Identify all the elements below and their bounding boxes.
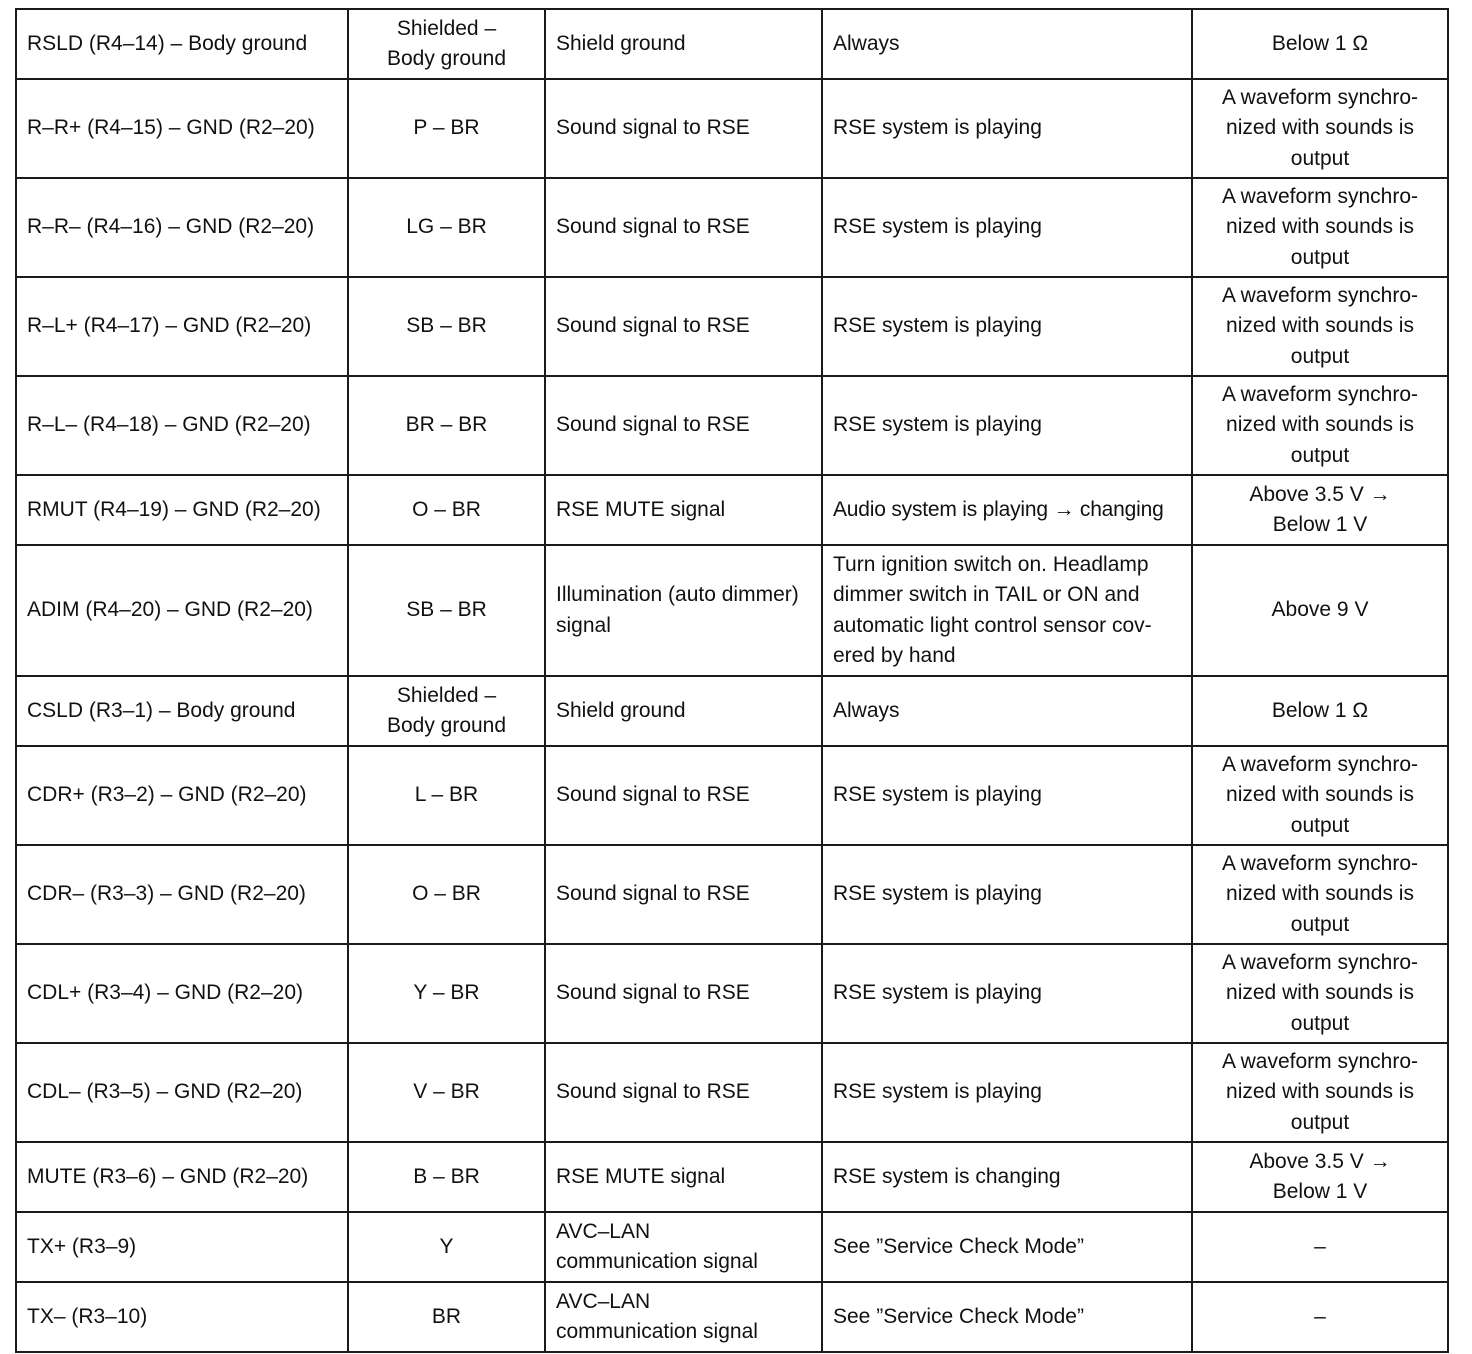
description-cell: Shield ground bbox=[545, 9, 822, 79]
table-row bbox=[16, 545, 1448, 676]
condition-cell: RSE system is playing bbox=[822, 277, 1192, 376]
description-cell: RSE MUTE signal bbox=[545, 1142, 822, 1212]
description-cell: Sound signal to RSE bbox=[545, 845, 822, 944]
specified-condition-cell: Below 1 Ω bbox=[1192, 9, 1448, 79]
table-row bbox=[16, 676, 1448, 746]
wiring-color-cell: O – BR bbox=[348, 845, 545, 944]
table-row bbox=[16, 277, 1448, 376]
wiring-color-cell: Y bbox=[348, 1212, 545, 1282]
terminal-cell: CDL– (R3–5) – GND (R2–20) bbox=[16, 1043, 348, 1142]
description-cell: RSE MUTE signal bbox=[545, 475, 822, 545]
terminal-cell: RMUT (R4–19) – GND (R2–20) bbox=[16, 475, 348, 545]
wiring-color-cell: Y – BR bbox=[348, 944, 545, 1043]
condition-cell: See ”Service Check Mode” bbox=[822, 1282, 1192, 1352]
description-cell: AVC–LAN communication signal bbox=[545, 1212, 822, 1282]
specified-condition-cell: A waveform synchro-nized with sounds is output bbox=[1192, 376, 1448, 475]
specified-condition-cell: A waveform synchro-nized with sounds is output bbox=[1192, 944, 1448, 1043]
condition-cell: Turn ignition switch on. Headlamp dimmer switch in TAIL or ON and automatic light control sensor cov-ered by hand bbox=[822, 545, 1192, 676]
table-row bbox=[16, 1142, 1448, 1212]
table-row bbox=[16, 1043, 1448, 1142]
condition-cell: RSE system is playing bbox=[822, 845, 1192, 944]
terminal-cell: TX+ (R3–9) bbox=[16, 1212, 348, 1282]
specified-condition-cell: A waveform synchro-nized with sounds is output bbox=[1192, 1043, 1448, 1142]
terminal-cell: ADIM (R4–20) – GND (R2–20) bbox=[16, 545, 348, 676]
specified-condition-cell: A waveform synchro-nized with sounds is output bbox=[1192, 178, 1448, 277]
terminal-cell: CDL+ (R3–4) – GND (R2–20) bbox=[16, 944, 348, 1043]
table-row bbox=[16, 944, 1448, 1043]
condition-cell: RSE system is playing bbox=[822, 1043, 1192, 1142]
table-row bbox=[16, 79, 1448, 178]
terminal-cell: R–R– (R4–16) – GND (R2–20) bbox=[16, 178, 348, 277]
terminal-spec-table bbox=[15, 8, 1449, 1353]
description-cell: Illumination (auto dimmer) signal bbox=[545, 545, 822, 676]
terminal-cell: TX– (R3–10) bbox=[16, 1282, 348, 1352]
wiring-color-cell: SB – BR bbox=[348, 277, 545, 376]
terminal-cell: CDR+ (R3–2) – GND (R2–20) bbox=[16, 746, 348, 845]
description-cell: AVC–LAN communication signal bbox=[545, 1282, 822, 1352]
specified-condition-cell: Below 1 Ω bbox=[1192, 676, 1448, 746]
description-cell: Sound signal to RSE bbox=[545, 944, 822, 1043]
specified-condition-cell: A waveform synchro-nized with sounds is output bbox=[1192, 277, 1448, 376]
wiring-color-cell: BR bbox=[348, 1282, 545, 1352]
table-row bbox=[16, 746, 1448, 845]
condition-cell: RSE system is playing bbox=[822, 746, 1192, 845]
description-cell: Sound signal to RSE bbox=[545, 79, 822, 178]
terminal-cell: R–R+ (R4–15) – GND (R2–20) bbox=[16, 79, 348, 178]
wiring-color-cell: Shielded – Body ground bbox=[348, 676, 545, 746]
table-row bbox=[16, 376, 1448, 475]
table-row bbox=[16, 475, 1448, 545]
description-cell: Shield ground bbox=[545, 676, 822, 746]
specified-condition-cell: Above 9 V bbox=[1192, 545, 1448, 676]
wiring-color-cell: V – BR bbox=[348, 1043, 545, 1142]
condition-cell: RSE system is playing bbox=[822, 178, 1192, 277]
wiring-color-cell: SB – BR bbox=[348, 545, 545, 676]
description-cell: Sound signal to RSE bbox=[545, 178, 822, 277]
terminal-cell: R–L– (R4–18) – GND (R2–20) bbox=[16, 376, 348, 475]
condition-cell: Always bbox=[822, 9, 1192, 79]
description-cell: Sound signal to RSE bbox=[545, 376, 822, 475]
specified-condition-cell: Above 3.5 V → Below 1 V bbox=[1192, 475, 1448, 545]
wiring-color-cell: B – BR bbox=[348, 1142, 545, 1212]
wiring-color-cell: BR – BR bbox=[348, 376, 545, 475]
wiring-color-cell: P – BR bbox=[348, 79, 545, 178]
wiring-color-cell: O – BR bbox=[348, 475, 545, 545]
specified-condition-cell: A waveform synchro-nized with sounds is output bbox=[1192, 746, 1448, 845]
table-row bbox=[16, 845, 1448, 944]
table-row bbox=[16, 178, 1448, 277]
description-cell: Sound signal to RSE bbox=[545, 746, 822, 845]
terminal-cell: MUTE (R3–6) – GND (R2–20) bbox=[16, 1142, 348, 1212]
wiring-color-cell: L – BR bbox=[348, 746, 545, 845]
condition-cell: RSE system is playing bbox=[822, 944, 1192, 1043]
terminal-cell: R–L+ (R4–17) – GND (R2–20) bbox=[16, 277, 348, 376]
specified-condition-cell: A waveform synchro-nized with sounds is output bbox=[1192, 79, 1448, 178]
condition-cell: See ”Service Check Mode” bbox=[822, 1212, 1192, 1282]
condition-cell: Always bbox=[822, 676, 1192, 746]
wiring-color-cell: Shielded – Body ground bbox=[348, 9, 545, 79]
wiring-color-cell: LG – BR bbox=[348, 178, 545, 277]
specified-condition-cell: Above 3.5 V → Below 1 V bbox=[1192, 1142, 1448, 1212]
specified-condition-cell: – bbox=[1192, 1212, 1448, 1282]
condition-cell: Audio system is playing → changing bbox=[822, 475, 1192, 545]
table-row bbox=[16, 9, 1448, 79]
terminal-cell: RSLD (R4–14) – Body ground bbox=[16, 9, 348, 79]
condition-cell: RSE system is playing bbox=[822, 376, 1192, 475]
description-cell: Sound signal to RSE bbox=[545, 277, 822, 376]
description-cell: Sound signal to RSE bbox=[545, 1043, 822, 1142]
condition-cell: RSE system is changing bbox=[822, 1142, 1192, 1212]
table-row bbox=[16, 1212, 1448, 1282]
condition-cell: RSE system is playing bbox=[822, 79, 1192, 178]
specified-condition-cell: – bbox=[1192, 1282, 1448, 1352]
terminal-cell: CDR– (R3–3) – GND (R2–20) bbox=[16, 845, 348, 944]
terminal-cell: CSLD (R3–1) – Body ground bbox=[16, 676, 348, 746]
table-row bbox=[16, 1282, 1448, 1352]
specified-condition-cell: A waveform synchro-nized with sounds is output bbox=[1192, 845, 1448, 944]
